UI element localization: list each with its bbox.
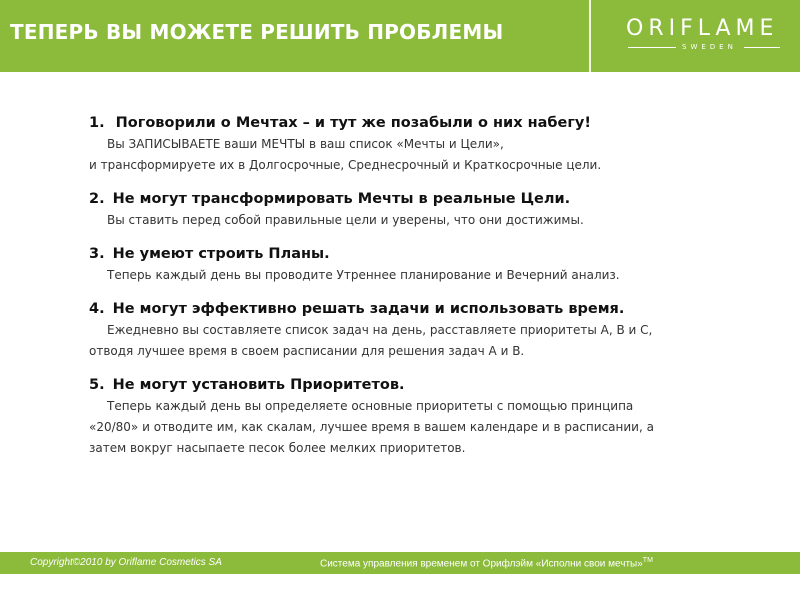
item-desc-line: Теперь каждый день вы проводите Утреннее планирование и Вечерний анализ. [107,268,620,282]
item-heading: Не умеют строить Планы. [112,246,330,262]
item-title [89,112,761,134]
item-number: 2. [89,191,105,207]
item-desc-line: и трансформируете их в Долгосрочные, Среднесрочный и Краткосрочные цели. [89,158,602,172]
item-number: 5. [89,377,105,393]
page-title: ТЕПЕРЬ ВЫ МОЖЕТЕ РЕШИТЬ ПРОБЛЕМЫ [10,20,504,44]
item-title [89,188,761,210]
item-heading: Не могут установить Приоритетов. [112,377,405,393]
item-heading: Не могут эффективно решать задачи и использовать время. [112,301,625,317]
item-number: 3. [89,246,105,262]
oriflame-logo [620,16,790,56]
item-desc-line: Вы ставить перед собой правильные цели и уверены, что они достижимы. [107,213,584,227]
trademark-mark: TM [642,557,653,564]
item-desc-line: «20/80» и отводите им, как скалам, лучшее время в вашем календаре и в расписании, а [89,420,654,434]
list-item [89,298,761,362]
header-divider [589,0,591,72]
item-number: 4. [89,301,105,317]
header-bar [0,0,800,72]
problems-list [89,112,761,471]
list-item [89,112,761,176]
item-heading: Поговорили о Мечтах – и тут же позабыли о них набегу! [115,115,591,131]
logo-wordmark: ORIFLAME [626,16,779,41]
item-number: 1. [89,115,105,131]
item-desc-line: затем вокруг насыпаете песок более мелких приоритетов. [89,441,466,455]
logo-subtitle: SWEDEN [682,43,737,51]
logo-rule-right [744,47,780,48]
item-desc-line: Вы ЗАПИСЫВАЕТЕ ваши МЕЧТЫ в ваш список «Мечты и Цели», [107,137,504,151]
copyright-text: Copyright©2010 by Oriflame Cosmetics SA [30,557,222,568]
list-item [89,243,761,286]
item-desc-line: отводя лучшее время в своем расписании для решения задач А и В. [89,344,525,358]
item-title [89,298,761,320]
item-desc-line: Ежедневно вы составляете список задач на день, расставляете приоритеты А, В и С, [107,323,653,337]
item-heading: Не могут трансформировать Мечты в реальные Цели. [112,191,571,207]
logo-rule-left [628,47,676,48]
footer-system-label: Система управления временем от Орифлэйм «Исполни свои мечты» [320,558,643,570]
item-desc-line: Теперь каждый день вы определяете основные приоритеты с помощью принципа [107,399,634,413]
item-title [89,374,761,396]
footer-bar [0,552,800,574]
footer-system-text [320,557,653,569]
list-item [89,374,761,459]
item-title [89,243,761,265]
list-item [89,188,761,231]
